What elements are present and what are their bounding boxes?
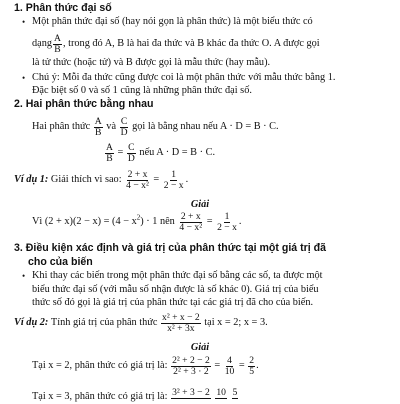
example-2: [14, 313, 268, 334]
fraction: [224, 356, 236, 377]
s1-para1-line2-pre: dạng: [32, 38, 53, 50]
equals-sign: =: [117, 147, 124, 159]
s2-definition: [32, 117, 279, 138]
fraction: [232, 388, 239, 399]
s3-para-line3: thức số đó gọi là giá trị của phân thức tại các giá trị đã cho của biến.: [32, 297, 314, 308]
s1-para1-line2-post: , trong đó A, B là hai đa thức và B khác đa thức O. A được gọi: [62, 38, 320, 50]
s1-para1-line2: [32, 34, 320, 55]
denominator: B: [95, 127, 102, 139]
fraction: [161, 313, 201, 334]
fraction: [178, 212, 203, 233]
numerator: C: [128, 142, 135, 153]
s3-para-line1: Khi thay các biến trong một phân thức đại số bằng các số, ta được một: [32, 270, 323, 281]
section-2-title: 2. Hai phân thức bằng nhau: [14, 98, 154, 110]
example-1-text: Giải thích vì sao:: [50, 174, 122, 186]
equals-sign: =: [153, 174, 160, 186]
numerator: x² + x − 2: [162, 312, 200, 323]
denominator: B: [106, 153, 113, 165]
numerator: 5: [232, 387, 238, 398]
s2-definition-and: và: [106, 121, 117, 133]
fraction-c-over-d: [127, 143, 136, 164]
s1-note-line1: Chú ý: Mỗi đa thức cũng được coi là một phân thức với mẫu thức bằng 1.: [32, 72, 336, 83]
numerator: 1: [171, 169, 177, 180]
exponent: 2: [136, 213, 141, 222]
bullet-icon: •: [22, 17, 26, 27]
s3-para-line2: biểu thức đại số (với mẫu số nhận được là số khác 0). Giá trị của biểu: [32, 284, 319, 295]
denominator: 5: [249, 366, 255, 378]
numerator: 4: [227, 355, 232, 366]
section-3-title-line1: 3. Điều kiện xác định và giá trị của phân thức tại một giá trị đã: [14, 242, 327, 254]
equals-sign: =: [214, 360, 221, 372]
denominator: 2² + 3 · 2: [173, 366, 209, 378]
solution-1-mid: ) · 1 nên: [140, 216, 175, 228]
numerator: 10: [216, 387, 226, 398]
denominator: 2 − x: [163, 180, 184, 192]
period: .: [185, 174, 189, 186]
fraction-a-over-b: [94, 117, 103, 138]
denominator: 2 − x: [217, 222, 237, 234]
numerator: 1: [224, 211, 230, 222]
numerator: 2 + x: [127, 169, 148, 180]
numerator: A: [106, 142, 113, 153]
s2-definition-pre: Hai phân thức: [32, 121, 91, 133]
example-2-label: Ví dụ 2:: [14, 317, 49, 329]
fraction: [171, 388, 211, 399]
section-1-title: 1. Phân thức đại số: [14, 2, 112, 14]
numerator: A: [54, 33, 61, 44]
period: .: [256, 360, 259, 372]
denominator: D: [120, 127, 128, 139]
fraction: [216, 212, 238, 233]
fraction: [215, 388, 227, 399]
s2-equality-post: nếu A · D = B · C.: [139, 147, 216, 159]
solution-2-x2: [32, 356, 259, 377]
numerator: 3² + 3 − 2: [172, 387, 210, 398]
s1-para1-line1: Một phân thức đại số (hay nói gọn là phân thức) là một biểu thức có: [32, 16, 313, 27]
denominator: 4 − x²: [179, 222, 203, 234]
numerator: 2 + x: [180, 211, 201, 222]
denominator: 4 − x²: [126, 180, 149, 192]
fraction: [125, 170, 150, 191]
bullet-icon: •: [22, 271, 26, 281]
fraction-c-over-d: [120, 117, 129, 138]
solution-1-pre: [32, 213, 175, 229]
section-3-title-line2: cho của biến: [28, 256, 93, 268]
denominator: B: [54, 44, 61, 56]
solution-heading-2: Giải: [190, 342, 210, 353]
denominator: D: [127, 153, 135, 165]
example-2-text: Tính giá trị của phân thức: [50, 317, 158, 329]
solution-heading-1: Giải: [190, 199, 210, 210]
numerator: 2: [249, 355, 255, 366]
period: .: [238, 216, 242, 228]
fraction: [163, 170, 185, 191]
denominator: x² + 3x: [167, 323, 195, 335]
equals-sign: =: [206, 216, 213, 228]
solution-2-x3: [32, 388, 239, 404]
bullet-icon: •: [22, 73, 26, 83]
numerator: C: [120, 116, 128, 127]
s2-equality: [104, 143, 215, 164]
fraction: [248, 356, 255, 377]
denominator: 10: [224, 366, 235, 378]
numerator: A: [94, 116, 102, 127]
s2-definition-post: gọi là bằng nhau nếu A · D = B · C.: [132, 121, 279, 133]
equals-sign: =: [238, 360, 245, 372]
solution-2-pre: Tại x = 2, phân thức có giá trị là:: [32, 360, 168, 372]
solution-1-pre-text: Vì (2 + x)(2 − x) = (4 − x: [32, 216, 137, 228]
solution-1: [32, 212, 241, 233]
fraction-a-over-b: [105, 143, 114, 164]
s1-para1-line3: là tử thức (hoặc tử) và B được gọi là mẫu thức (hay mẫu).: [32, 57, 271, 68]
example-1-label: Ví dụ 1:: [14, 174, 49, 186]
numerator: 2² + 2 − 2: [172, 355, 210, 366]
example-2-post: tại x = 2; x = 3.: [204, 317, 268, 329]
example-1: [14, 170, 188, 191]
fraction-a-over-b: [53, 34, 62, 55]
solution-3-pre: Tại x = 3, phân thức có giá trị là:: [32, 391, 168, 402]
fraction: [171, 356, 211, 377]
s1-note-line2: Đặc biệt số 0 và số 1 cũng là những phân thức đại số.: [32, 85, 252, 96]
